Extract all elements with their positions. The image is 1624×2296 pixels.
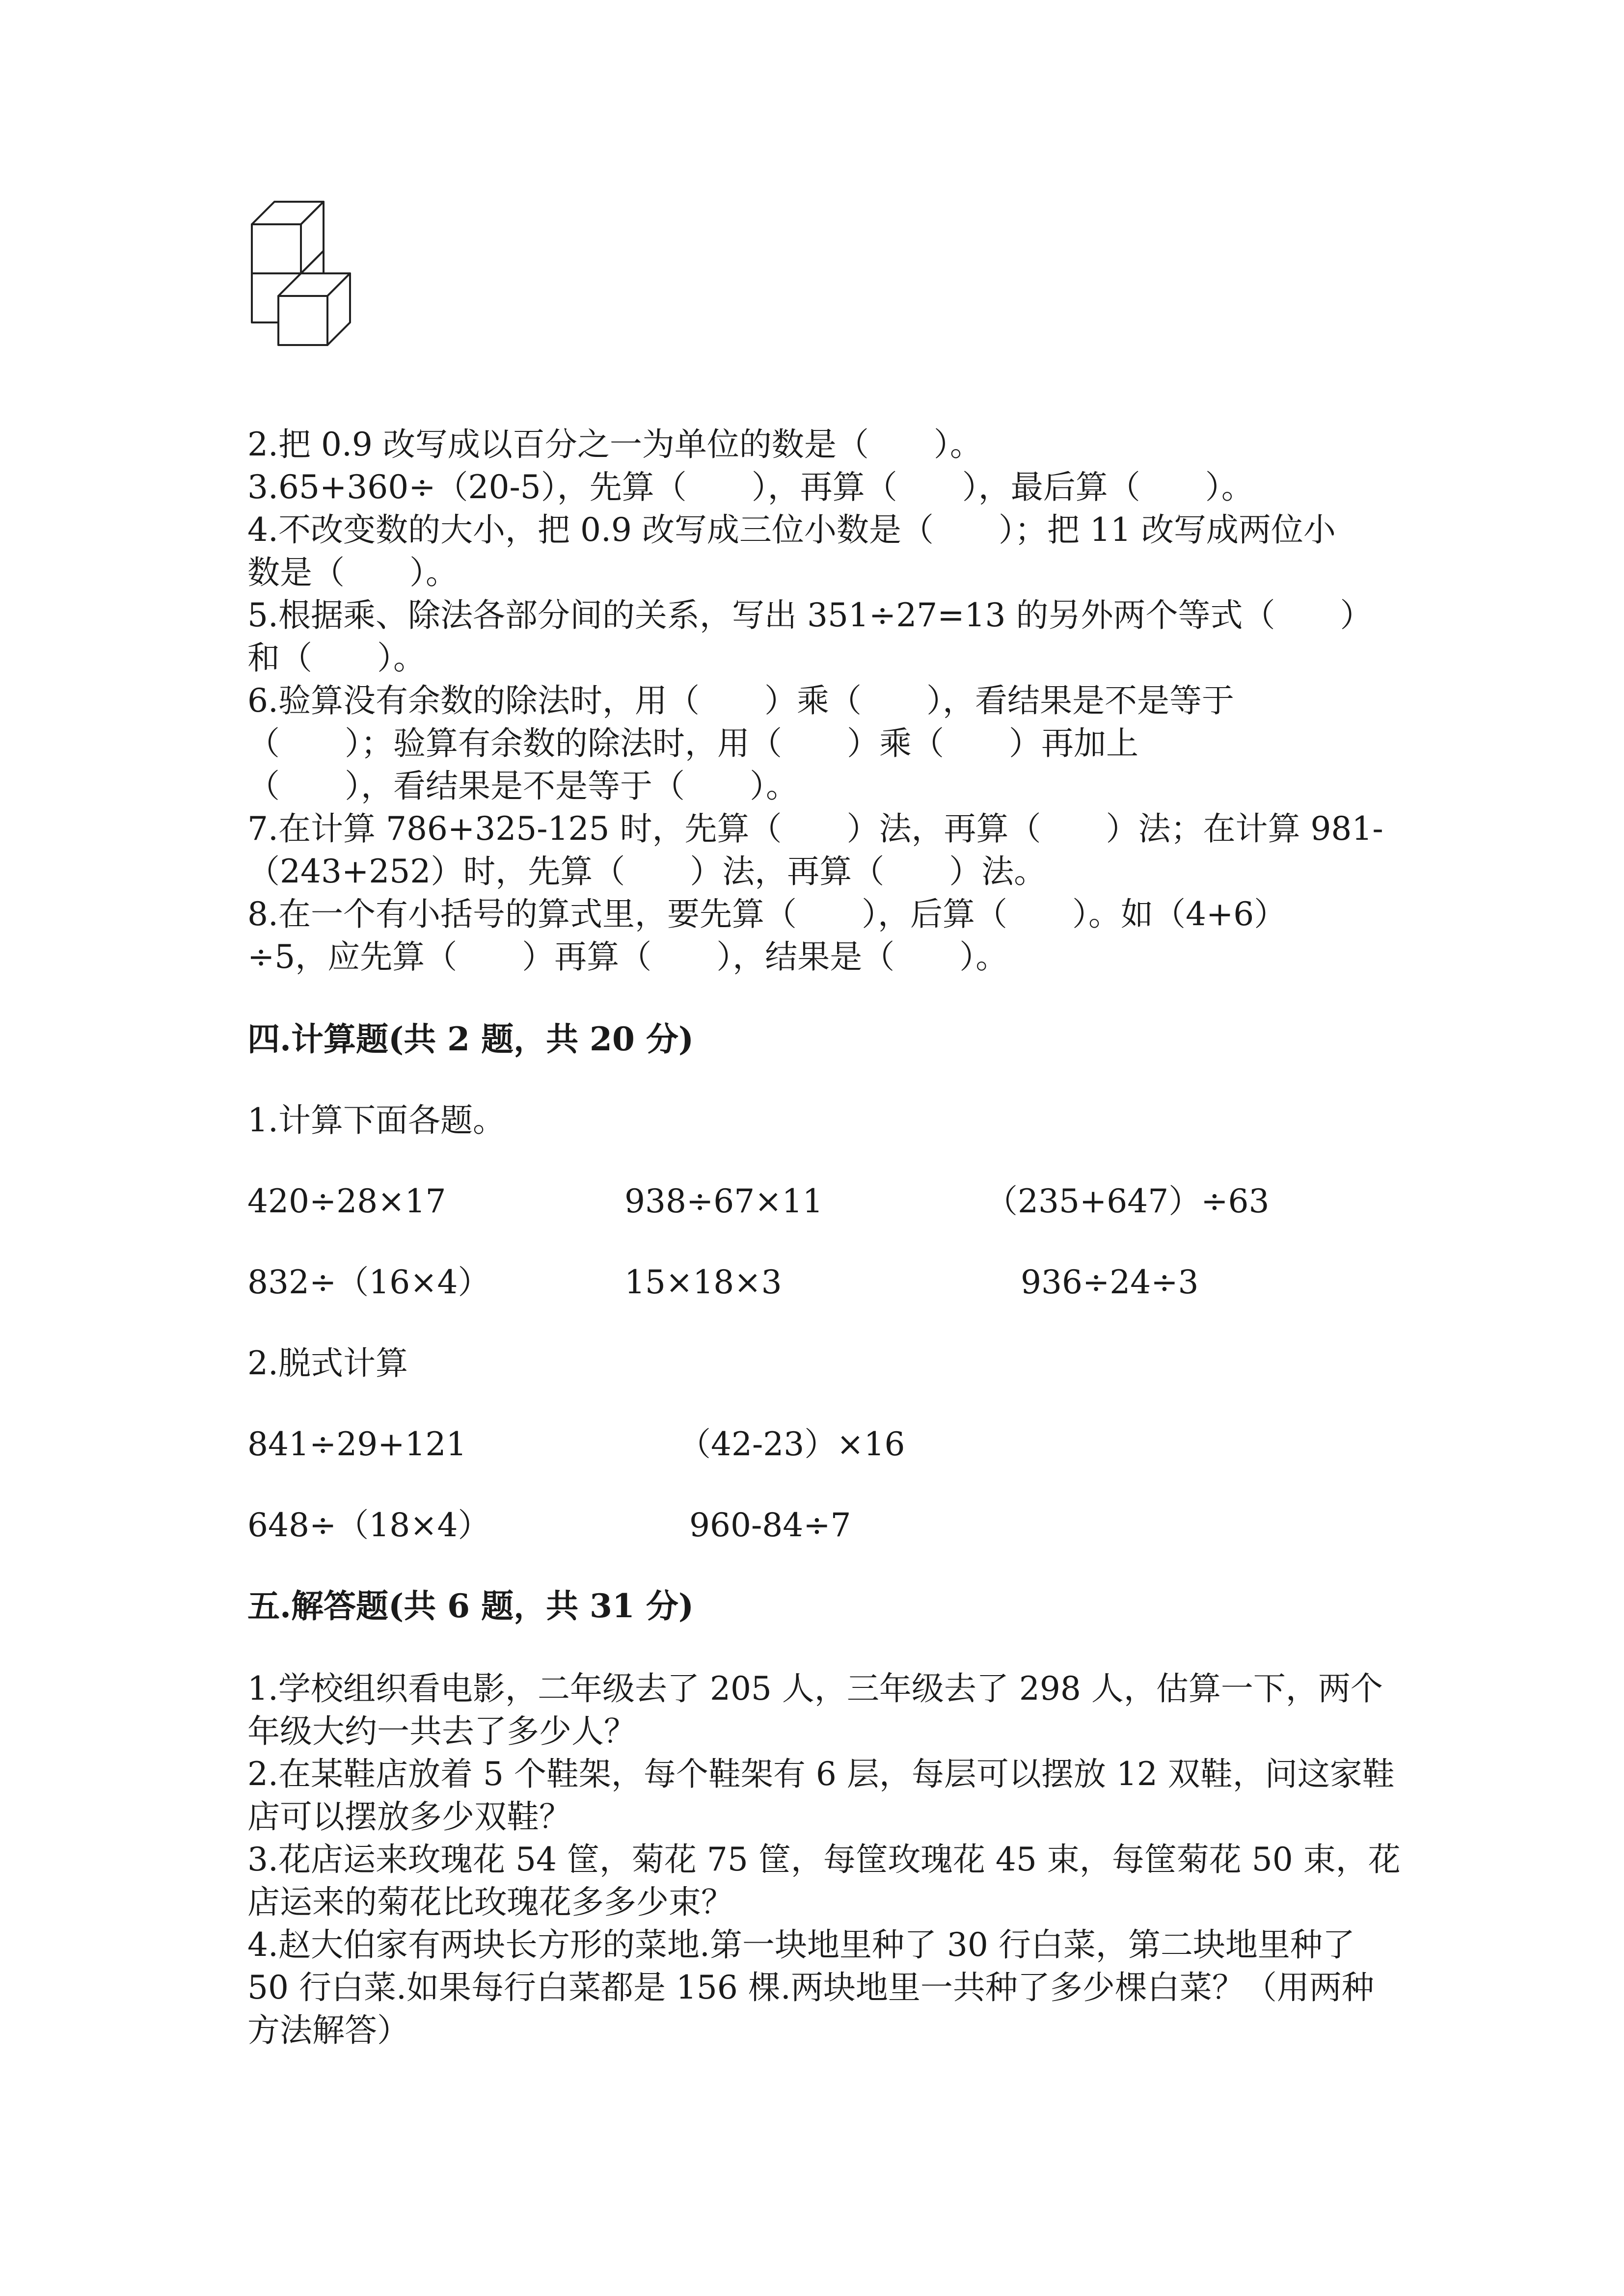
worksheet-content (247, 423, 1475, 2052)
fill-question-6-line-3: （ ），看结果是不是等于（ ）。 (247, 767, 798, 805)
word-problem-section (247, 1585, 1475, 2052)
fill-question-8-line-1: 8.在一个有小括号的算式里，要先算（ ），后算（ ）。如（4+6） (247, 895, 1287, 933)
expression: 960-84÷7 (689, 1506, 851, 1544)
step-calc-row-1 (247, 1423, 1475, 1466)
word-problem-2-line-1: 2.在某鞋店放着 5 个鞋架，每个鞋架有 6 层，每层可以摆放 12 双鞋，问这家鞋 (247, 1755, 1395, 1793)
section-4-heading: 四.计算题(共 2 题，共 20 分) (247, 1020, 694, 1058)
word-problem-2-line-2: 店可以摆放多少双鞋？ (247, 1798, 571, 1836)
calc-question-2-label: 2.脱式计算 (247, 1344, 408, 1382)
fill-question-4-line-1: 4.不改变数的大小，把 0.9 改写成三位小数是（ ）；把 11 改写成两位小 (247, 511, 1336, 549)
word-problem-4-line-2: 50 行白菜.如果每行白菜都是 156 棵.两块地里一共种了多少棵白菜？（用两种 (247, 1969, 1374, 2006)
step-calc-row-2 (247, 1504, 1475, 1547)
expression: 936÷24÷3 (1021, 1263, 1199, 1301)
fill-blank-section (247, 423, 1475, 978)
fill-question-4-line-2: 数是（ ）。 (247, 554, 458, 591)
expression: 420÷28×17 (247, 1182, 446, 1220)
word-problem-4-line-3: 方法解答） (247, 2011, 409, 2049)
fill-question-8-line-2: ÷5，应先算（ ）再算（ ），结果是（ ）。 (247, 938, 1008, 976)
fill-question-5-line-2: 和（ ）。 (247, 639, 426, 677)
cube-front-right (278, 273, 350, 345)
fill-question-7-line-2: （243+252）时，先算（ ）法，再算（ ）法。 (247, 853, 1047, 890)
fill-question-6-line-2: （ ）；验算有余数的除法时，用（ ）乘（ ）再加上 (247, 724, 1138, 762)
word-problem-3-line-2: 店运来的菊花比玫瑰花多多少束？ (247, 1883, 733, 1921)
fill-question-2-line-1: 2.把 0.9 改写成以百分之一为单位的数是（ ）。 (247, 426, 982, 463)
fill-question-6-line-1: 6.验算没有余数的除法时，用（ ）乘（ ），看结果是不是等于 (247, 682, 1234, 720)
section-5-heading: 五.解答题(共 6 题，共 31 分) (247, 1587, 694, 1625)
fill-question-5-line-1: 5.根据乘、除法各部分间的关系，写出 351÷27=13 的另外两个等式（ ） (247, 596, 1373, 634)
calc-question-1-label: 1.计算下面各题。 (247, 1101, 505, 1139)
expression: 832÷（16×4） (247, 1263, 490, 1301)
expression: 938÷67×11 (624, 1182, 823, 1220)
word-problem-1-line-2: 年级大约一共去了多少人？ (247, 1712, 636, 1750)
expression: 648÷（18×4） (247, 1506, 490, 1544)
fill-question-3-line-1: 3.65+360÷（20-5），先算（ ），再算（ ），最后算（ ）。 (247, 468, 1254, 506)
word-problem-4-line-1: 4.赵大伯家有两块长方形的菜地.第一块地里种了 30 行白菜，第二块地里种了 (247, 1926, 1355, 1964)
fill-question-7-line-1: 7.在计算 786+325-125 时，先算（ ）法，再算（ ）法；在计算 981- (247, 810, 1383, 848)
word-problem-1-line-1: 1.学校组织看电影，二年级去了 205 人，三年级去了 298 人，估算一下，两个 (247, 1670, 1383, 1708)
expression: 841÷29+121 (247, 1425, 467, 1463)
calculation-section (247, 1018, 1475, 1547)
cube-figure (248, 196, 356, 348)
word-problem-3-line-1: 3.花店运来玫瑰花 54 筐，菊花 75 筐，每筐玫瑰花 45 束，每筐菊花 50 束，花 (247, 1841, 1401, 1878)
cube-top-left (252, 202, 324, 273)
expression: （42-23）×16 (678, 1425, 905, 1463)
calc-row-2 (247, 1261, 1475, 1304)
calc-row-1 (247, 1180, 1475, 1223)
expression: 15×18×3 (624, 1263, 782, 1301)
expression: （235+647）÷63 (985, 1182, 1270, 1220)
